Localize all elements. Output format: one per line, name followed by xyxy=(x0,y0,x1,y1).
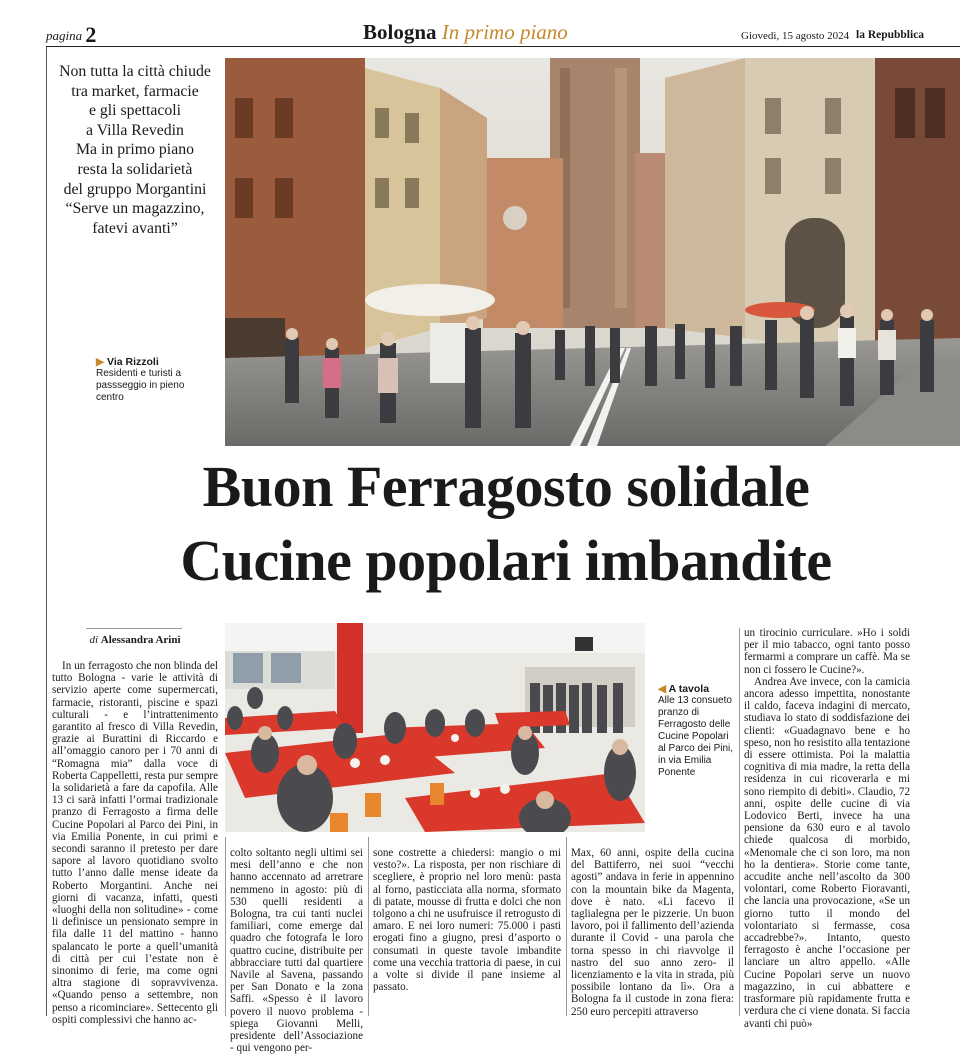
header-rule xyxy=(46,46,960,47)
issue-date: Giovedì, 15 agosto 2024 xyxy=(741,30,850,42)
page-number: pagina 2 xyxy=(46,22,97,47)
headline-line-1: Buon Ferragosto solidale xyxy=(202,454,810,519)
street-photo xyxy=(225,58,960,446)
intro-summary: Non tutta la città chiude tra market, farmacie e gli spettacoli a Villa Revedin Ma in primo piano resta la solidarietà del gruppo Morgantini “Serve un magazzino, fatevi avanti” xyxy=(59,63,211,237)
article-column-5: un tirocinio curriculare. »Ho i soldi per il mio tabacco, ogni tanto posso fermarmi a comprare un caffè. Ma se non ci fossero le Cucine?». Andrea Ave invece, con la camicia ancora adesso impettita, nonostante il caldo, faceva indagini di mercato, studiava lo stato di soddisfazione dei clienti: «Guadagnavo bene e ho speso, non ho resistito alla tentazione di essere ottimista. Poi la malattia cognitiva di mia madre, la retta della residenza in cui ricoverarla e mi sono riempito di debiti». Claudio, 72 anni, ospite delle cucine di via Lodovico Berti, invece ha una pensione da 630 euro e al tavolo chiede qualcosa di morbido, «Menomale che ci son loro, ma non ho la dentiera». Storie come tante, accudite anche nell’ascolto da 300 volontari, come Roberto Fioravanti, che lancia una provocazione, «Se un giorno tutto il mondo del volontariato si fermasse, cosa accadrebbe?». Intanto, questo ferragosto è anche l’occasione per lanciare un altro appello. «Alle Cucine Popolari serve un nuovo magazzino, in cui abbattere e trasformare più rapidamente frutta e verdura che ci viene donata. Si faccia avanti chi può» xyxy=(744,627,911,1030)
column-divider xyxy=(225,837,226,1016)
article-column-4: Max, 60 anni, ospite della cucina del Battiferro, nei suoi “vecchi agosti” andava in ferie in appennino con la mountain bike da Magenta, dove è nato. «Li facevo il taglialegna per le pizzerie. Un buon lavoro, poi il fallimento dell’azienda durante il Covid - una parola che torna spesso in chi riavvolge il nastro del suo anno zero- il licenziamento e la vita in strada, più possibile lontano da lì». Ora a Bologna fa il custode in zona fiera: 250 euro percepiti attraverso xyxy=(571,847,734,1018)
byline: di Alessandra Arini xyxy=(89,634,181,646)
left-border xyxy=(46,47,47,1016)
article-column-1: In un ferragosto che non blinda del tutto Bologna - varie le attività di servizio aperte come supermercati, farmacie, ristoranti, piscine e spazi culturali - e l’intrattenimento garantito al fresco di Villa Revedin, grazie ai Burattini di Riccardo e all’omaggio canoro per i 70 anni di “Romagna mia” dalla voce di Roberta Cappelletti, resta pur sempre la solidarietà a fare da capofila. Alle 13 ci sarà infatti l’ormai tradizionale pranzo di Ferragosto a firma delle Cucine Popolari al Parco dei Pini, in via Emilia Ponente, in cui primi e secondi saranno il pretesto per dare sapore al lavoro quotidiano svolto tutto l’anno dalle mense ideate da Roberto Morgantini. Anche nei giorni di vacanza, infatti, questi «luoghi della non solitudine» - come li definisce un pensionato sempre in fila dalle 11 del mattino - hanno spalancato le porte a quell’umanità di città per cui l’estate non è sinonimo di ferie, ma come ogni altra stagione di sopravvivenza. «Quando penso a settembre, non penso a ricominciare». Settecento gli ospiti complessivi che hanno ac- xyxy=(52,660,218,1026)
column-divider xyxy=(566,837,567,1016)
headline-line-2: Cucine popolari imbandite xyxy=(180,528,832,593)
section-title: Bologna In primo piano xyxy=(363,20,568,44)
byline-rule xyxy=(86,628,182,629)
caption-triangle-icon: ▶ xyxy=(96,356,105,368)
canteen-photo-caption: ◀ A tavola Alle 13 consueto pranzo di Ferragosto delle Cucine Popolari al Parco dei Pini, in via Emilia Ponente xyxy=(658,683,734,778)
newspaper-logo: la Repubblica xyxy=(856,29,925,41)
column-divider xyxy=(368,837,369,1016)
column-divider xyxy=(739,628,740,1016)
caption-triangle-icon: ◀ xyxy=(658,683,667,695)
article-column-2: colto soltanto negli ultimi sei mesi dell’anno e che non hanno accennato ad arretrare nemmeno in agosto: più di 530 quelli residenti a Bologna, tra cui tanti nuclei familiari, come emerge dal quadro che fotografa le loro quattro cucine, distribuite per abbracciare tutti dal quartiere Navile al Savena, passando per San Donato e la zona Saffi. «Spesso è il lavoro povero il nuovo problema - spiega Giovanni Melli, presidente dell’Associazione - qui vengono per- xyxy=(230,847,363,1054)
street-photo-caption: ▶ Via Rizzoli Residenti e turisti a passseggio in pieno centro xyxy=(96,356,185,403)
article-column-3: sone costrette a chiedersi: mangio o mi vesto?». La risposta, per non rischiare di scegliere, è proprio nel loro menù: pasta al forno, pasticciata alla norma, sformato di patate, mousse di frutta e dolci che non tolgono a chi ne usufruisce il retrogusto di amaro. E nei loro numeri: 75.000 i pasti erogati fino a giugno, presi d’asporto o consumati in queste tavole imbandite come una vecchia trattoria di paese, in cui a volte si divide il pane insieme al passato. xyxy=(373,847,561,994)
canteen-photo xyxy=(225,623,645,832)
